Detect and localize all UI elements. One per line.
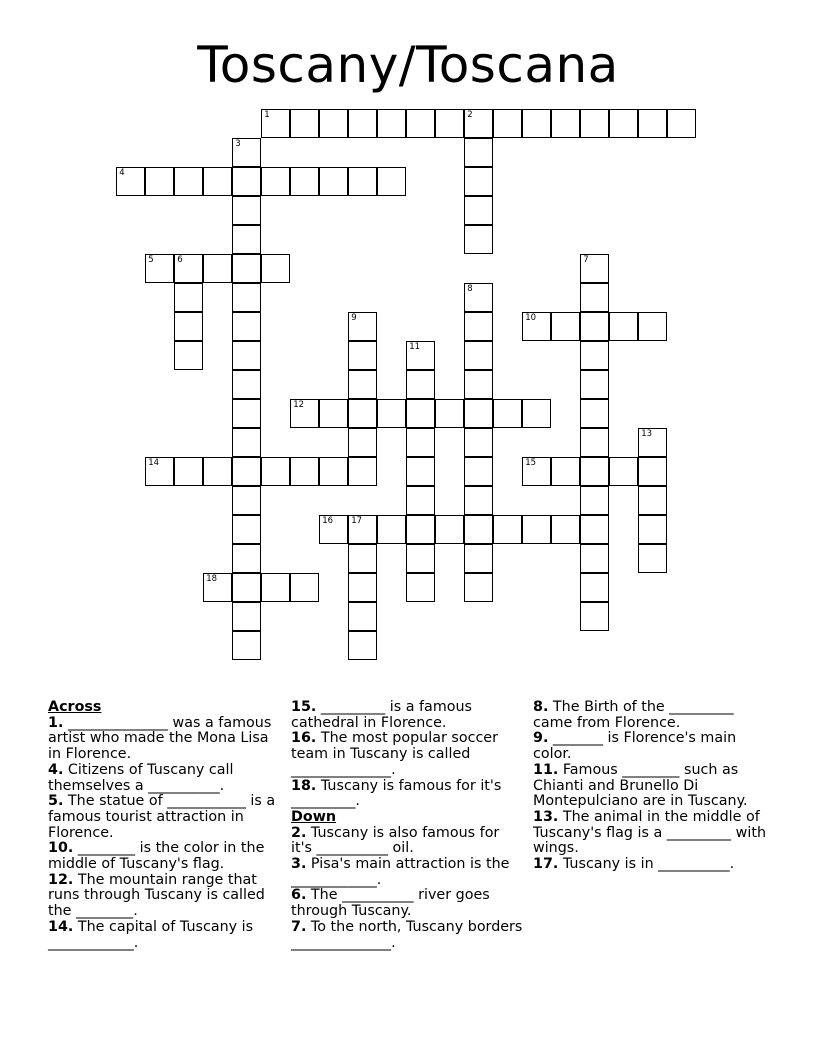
clues-column-1 — [48, 700, 280, 951]
grid-cell[interactable] — [580, 399, 609, 428]
grid-cell[interactable] — [116, 167, 145, 196]
puzzle-title: Toscany/Toscana — [197, 36, 619, 94]
grid-cell[interactable] — [464, 399, 493, 428]
cell-number: 9 — [351, 313, 357, 324]
clue-number: 6. — [291, 887, 307, 904]
grid-cell[interactable] — [638, 457, 667, 486]
across-heading: Across — [48, 699, 102, 715]
grid-cell[interactable] — [290, 109, 319, 138]
grid-cell[interactable] — [174, 457, 203, 486]
grid-cell[interactable] — [261, 254, 290, 283]
cell-number: 6 — [177, 255, 183, 266]
grid-cell[interactable] — [290, 573, 319, 602]
grid-cell[interactable] — [319, 399, 348, 428]
grid-cell[interactable] — [261, 457, 290, 486]
grid-cell[interactable] — [232, 341, 261, 370]
clue-number: 18. — [291, 777, 317, 794]
grid-cell[interactable] — [232, 225, 261, 254]
grid-cell[interactable] — [348, 370, 377, 399]
grid-cell[interactable] — [580, 486, 609, 515]
cell-number: 7 — [583, 255, 589, 266]
grid-cell[interactable] — [348, 312, 377, 341]
cell-number: 2 — [467, 110, 473, 121]
grid-cell[interactable] — [580, 312, 609, 341]
grid-cell[interactable] — [493, 109, 522, 138]
grid-cell[interactable] — [348, 341, 377, 370]
cell-number: 1 — [264, 110, 270, 121]
grid-cell[interactable] — [435, 399, 464, 428]
clue-number: 7. — [291, 918, 307, 935]
grid-cell[interactable] — [145, 254, 174, 283]
clue-across-12 — [48, 873, 280, 920]
grid-cell[interactable] — [464, 428, 493, 457]
grid-cell[interactable] — [464, 196, 493, 225]
clue-number: 9. — [533, 730, 549, 747]
grid-cell[interactable] — [319, 109, 348, 138]
clue-number: 14. — [48, 918, 74, 935]
grid-cell[interactable] — [464, 515, 493, 544]
cell-number: 18 — [206, 574, 218, 585]
clue-text: ______________ was a famous artist who made the Mona Lisa in Florence. — [48, 714, 272, 763]
clue-number: 17. — [533, 856, 559, 873]
grid-cell[interactable] — [464, 544, 493, 573]
grid-cell[interactable] — [261, 167, 290, 196]
grid-cell[interactable] — [638, 428, 667, 457]
clue-across-1 — [48, 716, 280, 763]
grid-cell[interactable] — [464, 573, 493, 602]
clue-across-15 — [291, 700, 523, 731]
grid-cell[interactable] — [464, 341, 493, 370]
grid-cell[interactable] — [203, 254, 232, 283]
grid-cell[interactable] — [261, 573, 290, 602]
clue-number: 8. — [533, 699, 549, 715]
clue-down-13 — [533, 810, 773, 857]
grid-cell[interactable] — [406, 544, 435, 573]
cell-number: 3 — [235, 139, 241, 150]
down-heading: Down — [291, 808, 337, 825]
grid-cell[interactable] — [348, 631, 377, 660]
clue-text: Famous ________ such as Chianti and Brunello Di Montepulciano are in Tuscany. — [533, 761, 748, 810]
clue-across-14 — [48, 920, 280, 951]
clue-text: The statue of ___________ is a famous tourist attraction in Florence. — [48, 793, 276, 841]
cell-number: 5 — [148, 255, 154, 266]
grid-cell[interactable] — [464, 283, 493, 312]
grid-cell[interactable] — [609, 457, 638, 486]
grid-cell[interactable] — [174, 283, 203, 312]
grid-cell[interactable] — [348, 544, 377, 573]
grid-cell[interactable] — [319, 457, 348, 486]
clue-down-2 — [291, 826, 523, 857]
grid-cell[interactable] — [232, 573, 261, 602]
grid-cell[interactable] — [348, 109, 377, 138]
grid-cell[interactable] — [638, 544, 667, 573]
grid-cell[interactable] — [319, 167, 348, 196]
grid-cell[interactable] — [667, 109, 696, 138]
grid-cell[interactable] — [232, 602, 261, 631]
clue-text: The capital of Tuscany is ____________. — [48, 918, 254, 951]
grid-cell[interactable] — [232, 515, 261, 544]
clue-down-9 — [533, 731, 773, 762]
cell-number: 16 — [322, 516, 334, 527]
grid-cell[interactable] — [609, 312, 638, 341]
clue-text: The __________ river goes through Tuscany. — [291, 887, 490, 920]
grid-cell[interactable] — [406, 109, 435, 138]
grid-cell[interactable] — [348, 457, 377, 486]
grid-cell[interactable] — [348, 573, 377, 602]
grid-cell[interactable] — [580, 428, 609, 457]
grid-cell[interactable] — [348, 515, 377, 544]
grid-cell[interactable] — [406, 428, 435, 457]
clue-across-10 — [48, 841, 280, 872]
cell-number: 12 — [293, 400, 305, 411]
grid-cell[interactable] — [464, 312, 493, 341]
grid-cell[interactable] — [551, 515, 580, 544]
clue-number: 13. — [533, 808, 559, 825]
grid-cell[interactable] — [203, 457, 232, 486]
grid-cell[interactable] — [232, 399, 261, 428]
grid-cell[interactable] — [580, 515, 609, 544]
grid-cell[interactable] — [406, 341, 435, 370]
grid-cell[interactable] — [319, 515, 348, 544]
grid-cell[interactable] — [638, 515, 667, 544]
clue-text: Tuscany is famous for it's _________. — [291, 777, 502, 810]
clue-text: The most popular soccer team in Tuscany is called ______________. — [291, 730, 498, 778]
grid-cell[interactable] — [464, 109, 493, 138]
grid-cell[interactable] — [464, 138, 493, 167]
clue-text: The mountain range that runs through Tuscany is called the ________. — [48, 871, 265, 920]
grid-cell[interactable] — [464, 370, 493, 399]
grid-cell[interactable] — [522, 312, 551, 341]
clue-text: Pisa's main attraction is the ____________. — [291, 856, 510, 888]
grid-cell[interactable] — [377, 167, 406, 196]
clue-number: 5. — [48, 793, 64, 810]
clue-across-5 — [48, 794, 280, 841]
grid-cell[interactable] — [406, 370, 435, 399]
grid-cell[interactable] — [580, 341, 609, 370]
grid-cell[interactable] — [232, 457, 261, 486]
clue-number: 1. — [48, 714, 64, 731]
grid-cell[interactable] — [609, 109, 638, 138]
clue-number: 12. — [48, 871, 74, 888]
clue-down-6 — [291, 888, 523, 919]
grid-cell[interactable] — [580, 602, 609, 631]
grid-cell[interactable] — [406, 486, 435, 515]
grid-cell[interactable] — [406, 457, 435, 486]
clue-text: _______ is Florence's main color. — [533, 730, 737, 763]
grid-cell[interactable] — [348, 428, 377, 457]
clue-down-8 — [533, 700, 773, 731]
grid-cell[interactable] — [580, 544, 609, 573]
grid-cell[interactable] — [493, 515, 522, 544]
clue-text: Tuscany is in __________. — [558, 856, 735, 873]
grid-cell[interactable] — [232, 544, 261, 573]
clue-text: _________ is a famous cathedral in Florence. — [291, 699, 473, 731]
grid-cell[interactable] — [232, 283, 261, 312]
grid-cell[interactable] — [232, 486, 261, 515]
grid-cell[interactable] — [377, 515, 406, 544]
grid-cell[interactable] — [522, 109, 551, 138]
grid-cell[interactable] — [638, 109, 667, 138]
clue-down-3 — [291, 857, 523, 888]
grid-cell[interactable] — [580, 254, 609, 283]
cell-number: 13 — [641, 429, 653, 440]
grid-cell[interactable] — [406, 573, 435, 602]
grid-cell[interactable] — [290, 399, 319, 428]
clues-column-3 — [533, 700, 773, 873]
grid-cell[interactable] — [174, 341, 203, 370]
grid-cell[interactable] — [406, 515, 435, 544]
grid-cell[interactable] — [377, 109, 406, 138]
crossword-grid — [117, 110, 717, 670]
clue-text: The animal in the middle of Tuscany's flag is a _________ with wings. — [533, 808, 767, 857]
grid-cell[interactable] — [348, 399, 377, 428]
grid-cell[interactable] — [232, 138, 261, 167]
clue-number: 4. — [48, 761, 64, 778]
cell-number: 14 — [148, 458, 160, 469]
grid-cell[interactable] — [464, 167, 493, 196]
clue-down-7 — [291, 920, 523, 951]
grid-cell[interactable] — [551, 109, 580, 138]
grid-cell[interactable] — [290, 457, 319, 486]
grid-cell[interactable] — [290, 167, 319, 196]
grid-cell[interactable] — [145, 167, 174, 196]
clue-number: 15. — [291, 699, 317, 715]
cell-number: 17 — [351, 516, 363, 527]
grid-cell[interactable] — [348, 167, 377, 196]
grid-cell[interactable] — [580, 457, 609, 486]
grid-cell[interactable] — [493, 399, 522, 428]
grid-cell[interactable] — [551, 312, 580, 341]
grid-cell[interactable] — [348, 602, 377, 631]
grid-cell[interactable] — [232, 254, 261, 283]
cell-number: 10 — [525, 313, 537, 324]
clue-down-11 — [533, 763, 773, 810]
grid-cell[interactable] — [232, 370, 261, 399]
grid-cell[interactable] — [580, 283, 609, 312]
grid-cell[interactable] — [464, 486, 493, 515]
clue-across-18 — [291, 779, 523, 810]
grid-cell[interactable] — [232, 631, 261, 660]
clue-text: To the north, Tuscany borders ______________. — [291, 918, 523, 951]
grid-cell[interactable] — [580, 370, 609, 399]
grid-cell[interactable] — [580, 109, 609, 138]
clue-across-16 — [291, 731, 523, 778]
grid-cell[interactable] — [522, 515, 551, 544]
grid-cell[interactable] — [522, 399, 551, 428]
grid-cell[interactable] — [232, 312, 261, 341]
grid-cell[interactable] — [203, 167, 232, 196]
grid-cell[interactable] — [522, 457, 551, 486]
grid-cell[interactable] — [435, 109, 464, 138]
clue-across-4 — [48, 763, 280, 794]
grid-cell[interactable] — [174, 312, 203, 341]
grid-cell[interactable] — [638, 486, 667, 515]
grid-cell[interactable] — [232, 196, 261, 225]
cell-number: 4 — [119, 168, 125, 179]
clue-text: ________ is the color in the middle of Tuscany's flag. — [48, 840, 265, 873]
grid-cell[interactable] — [406, 399, 435, 428]
cell-number: 15 — [525, 458, 537, 469]
cell-number: 8 — [467, 284, 473, 295]
grid-cell[interactable] — [232, 167, 261, 196]
clue-number: 16. — [291, 730, 317, 747]
grid-cell[interactable] — [464, 225, 493, 254]
grid-cell[interactable] — [232, 428, 261, 457]
grid-cell[interactable] — [435, 515, 464, 544]
clue-down-17 — [533, 857, 773, 873]
clue-number: 10. — [48, 840, 74, 857]
grid-cell[interactable] — [145, 457, 174, 486]
grid-cell[interactable] — [174, 254, 203, 283]
grid-cell[interactable] — [551, 457, 580, 486]
clue-text: Citizens of Tuscany call themselves a __________. — [48, 761, 234, 794]
grid-cell[interactable] — [377, 399, 406, 428]
clue-text: The Birth of the _________ came from Florence. — [533, 699, 734, 731]
grid-cell[interactable] — [174, 167, 203, 196]
grid-cell[interactable] — [580, 573, 609, 602]
clue-text: Tuscany is also famous for it's __________ oil. — [291, 824, 500, 857]
grid-cell[interactable] — [261, 109, 290, 138]
clue-number: 11. — [533, 761, 559, 778]
clue-number: 3. — [291, 856, 307, 873]
grid-cell[interactable] — [203, 573, 232, 602]
grid-cell[interactable] — [464, 457, 493, 486]
cell-number: 11 — [409, 342, 421, 353]
grid-cell[interactable] — [638, 312, 667, 341]
clue-number: 2. — [291, 824, 307, 841]
clues-column-2 — [291, 700, 523, 951]
